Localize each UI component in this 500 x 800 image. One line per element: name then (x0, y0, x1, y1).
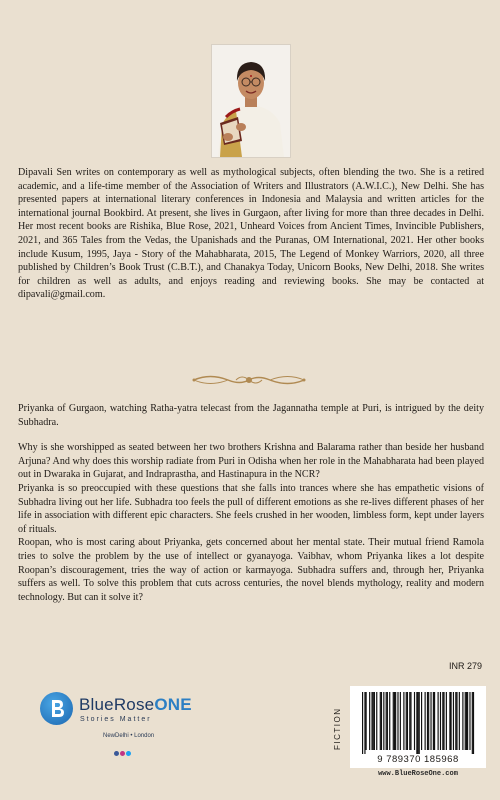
ornamental-divider (190, 371, 308, 389)
barcode-bar (366, 692, 367, 750)
barcode-bar (369, 692, 370, 750)
barcode-bar (373, 692, 374, 750)
barcode-bar (473, 692, 474, 754)
barcode-bar (406, 692, 407, 750)
barcode-bar (394, 692, 395, 750)
blurb-paragraph: Why is she worshipped as seated between her two brothers Krishna and Balarama rather than beside her husband Arjuna? And why does this worship radiate from Puri in Odisha when her role in the Mahabharata had been played out in Dwaraka in Gujarat, and Indraprastha, and Hastinapura in the NCR? (18, 442, 484, 481)
facebook-icon (114, 751, 119, 756)
barcode-bar (383, 692, 384, 750)
barcode-bar (374, 692, 375, 750)
barcode-bar (453, 692, 454, 750)
instagram-icon (120, 751, 125, 756)
barcode-bar (451, 692, 452, 750)
barcode-bar (389, 692, 390, 750)
barcode-bar (397, 692, 398, 750)
barcode-bar (417, 692, 418, 754)
barcode-bar (428, 692, 429, 750)
isbn-barcode (350, 686, 486, 768)
author-bio: Dipavali Sen writes on contemporary as well as mythological subjects, often blending the two. She is a retired academic, and a life-time member of the Association of Writers and Illustrators (A.W.I.C.), New Delhi. She has presented papers at international literary conferences in Indonesia and Malaysia and written articles for the international journal Bookbird. At present, she lives in Gurgaon, after living for more than three decades in Delhi. Her most recent books are Rishika, Blue Rose, 2021, Unheard Voices from Ancient Times, Invincible Publishers, 2021, and 365 Tales from the Vedas, the Upanishads and the Puranas, OM International, 2021. Her other books include Kusum, 1995, Jaya - Story of the Mahabharata, 2015, The Legend of Monkey Warriors, 2020, all three published by Children’s Book Trust (C.B.T.), and Chanakya Today, Unicorn Books, New Delhi, 2018. She writes for children as well as adults, and enjoys reading and reviewing books. She may be contacted at dipavali@gmail.com. (18, 167, 484, 301)
barcode-bar (425, 692, 426, 750)
barcode-bar (410, 692, 411, 750)
barcode-bar (462, 692, 463, 750)
barcode-bar (403, 692, 404, 750)
barcode-bar (362, 692, 363, 754)
barcode-bar (371, 692, 372, 750)
book-blurb (18, 402, 484, 604)
publisher-name (79, 695, 192, 715)
barcode-bar (434, 692, 435, 750)
barcode-bar (430, 692, 431, 750)
barcode-bar (465, 692, 466, 750)
barcode-bars (350, 686, 486, 756)
barcode-bar (443, 692, 444, 750)
barcode-bar (400, 692, 401, 750)
barcode-bar (376, 692, 377, 750)
barcode-bar (407, 692, 408, 750)
barcode-bar (440, 692, 441, 750)
barcode-bar (466, 692, 467, 750)
publisher-name-main: BlueRose (79, 695, 155, 714)
bluerose-logo-icon (40, 692, 73, 725)
twitter-icon (126, 751, 131, 756)
barcode-bar (381, 692, 382, 750)
barcode-bar (419, 692, 420, 754)
barcode-bar (433, 692, 434, 750)
barcode-bar (442, 692, 443, 750)
barcode-bar (416, 692, 417, 754)
blurb-paragraph: Roopan, who is most caring about Priyanka, gets concerned about her mental state. Their mutual friend Ramola tries to solve the problem by the use of intellect or gyanayoga. Vaibhav, whom Priyanka likes a lot despite Roopan’s discouragement, tries the way of action or karmayoga. Subhadra suffers and, through her, Priyanka suffers as well. To solve this problem that cuts across centuries, the novel blends mythology, reality and modern technology. But can it solve it? (18, 537, 484, 603)
barcode-bar (380, 692, 381, 750)
barcode-bar (387, 692, 388, 750)
publisher-cities: NewDelhi • London (103, 733, 155, 739)
barcode-bar (395, 692, 396, 750)
barcode-bar (472, 692, 473, 754)
barcode-bar (449, 692, 450, 750)
barcode-bar (446, 692, 447, 750)
price-label: INR 279 (448, 661, 482, 671)
blurb-paragraph: Priyanka is so preoccupied with these questions that she falls into trances where she has empathetic visions of Subhadra living out her life. Subhadra too feels the pull of different emotions as she re-lives different phases of her life in association with different epic characters. She feels crushed in her wooden, limbless form, kept under layers of rituals. (18, 482, 484, 535)
barcode-bar (414, 692, 415, 750)
barcode-bar (455, 692, 456, 750)
barcode-bar (459, 692, 460, 750)
barcode-bar (427, 692, 428, 750)
barcode-bar (421, 692, 422, 750)
barcode-bar (438, 692, 439, 750)
publisher-tagline: Stories Matter (80, 716, 152, 723)
barcode-bar (409, 692, 410, 750)
barcode-bar (393, 692, 394, 750)
genre-label: FICTION (333, 707, 342, 751)
barcode-bar (364, 692, 365, 754)
barcode-bar (469, 692, 470, 750)
publisher-name-accent: ONE (154, 695, 192, 714)
isbn-number: 9 789370 185968 (377, 754, 459, 765)
barcode-bar (456, 692, 457, 750)
social-icons (114, 743, 132, 761)
blurb-paragraph: Priyanka of Gurgaon, watching Ratha-yatra telecast from the Jagannatha temple at Puri, is intrigued by the deity Subhadra. (18, 403, 484, 428)
publisher-website: www.BlueRoseOne.com (378, 770, 458, 778)
author-photo (211, 44, 291, 158)
barcode-bar (386, 692, 387, 750)
barcode-bar (467, 692, 468, 750)
